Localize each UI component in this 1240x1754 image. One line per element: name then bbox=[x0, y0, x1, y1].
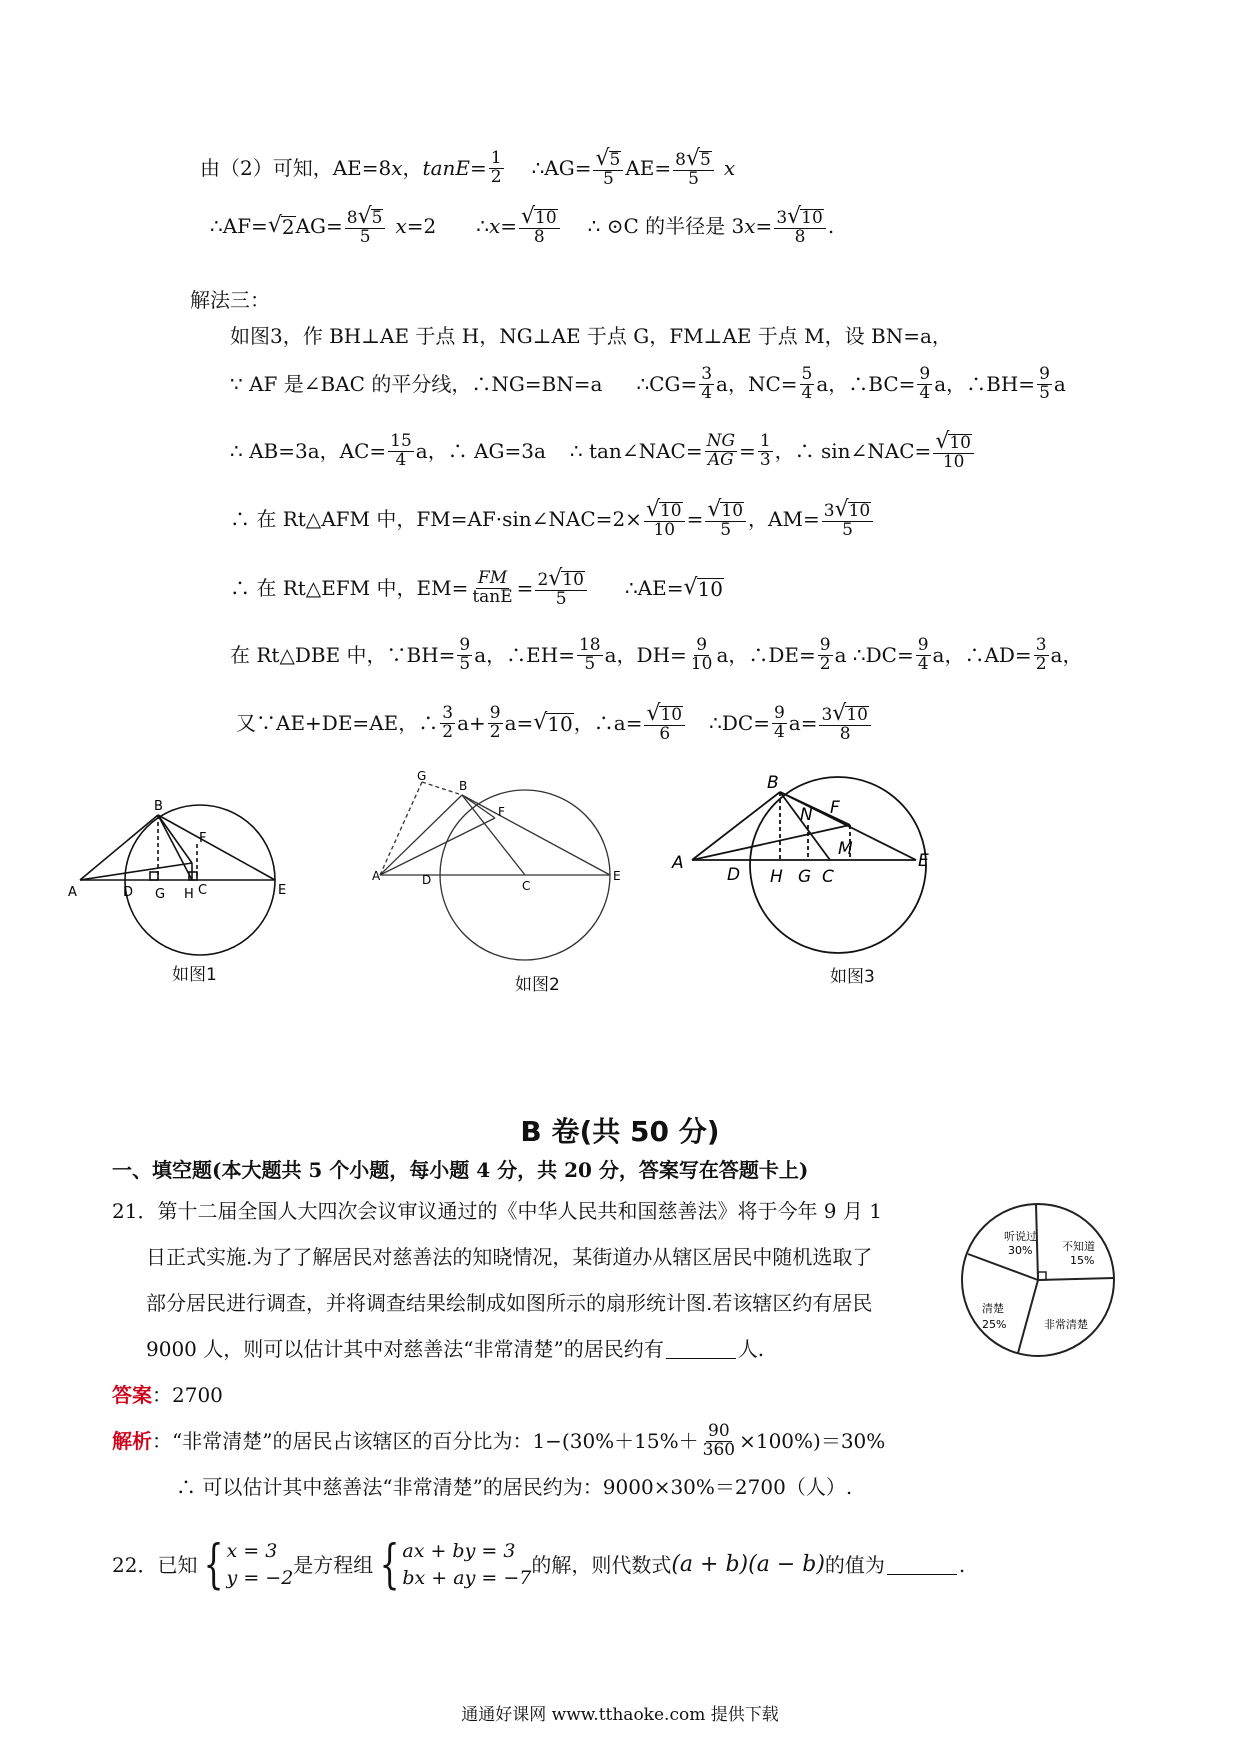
q21-line-4: 9000 人，则可以估计其中对慈善法“非常清楚”的居民约有 人. bbox=[146, 1337, 765, 1361]
fig1-label-e: E bbox=[278, 883, 287, 898]
pie-divider bbox=[1018, 1280, 1038, 1353]
fig1-label-g: G bbox=[155, 887, 166, 902]
fig2-label-g: G bbox=[417, 770, 427, 783]
var-x: x bbox=[723, 156, 736, 180]
answer-blank bbox=[666, 1340, 736, 1359]
pie-label-unknown: 不知道 bbox=[1062, 1240, 1095, 1253]
section-b-title: B 卷(共 50 分) bbox=[520, 1115, 720, 1148]
figure-1 bbox=[60, 790, 300, 970]
q21-line-3: 部分居民进行调查，并将调查结果绘制成如图所示的扇形统计图.若该辖区约有居民 bbox=[146, 1291, 873, 1315]
pie-label-clear: 清楚 bbox=[982, 1302, 1004, 1315]
fig3-label-a: A bbox=[672, 853, 684, 873]
method3-line-1: 如图3，作 BH⊥AE 于点 H，NG⊥AE 于点 G，FM⊥AE 于点 M，设 BN=a， bbox=[230, 324, 952, 348]
text: ∴ ⊙C 的半径是 3 bbox=[587, 214, 745, 238]
var-x: x bbox=[488, 214, 501, 238]
fig3-label-m: M bbox=[838, 839, 853, 859]
fraction: $\frac{√5}{5}$ bbox=[593, 147, 623, 189]
q21-line-2: 日正式实施.为了了解居民对慈善法的知晓情况，某街道办从辖区居民中随机选取了 bbox=[146, 1245, 873, 1269]
pie-value-unknown: 15% bbox=[1070, 1254, 1095, 1267]
fraction: $\frac{3√10}{8}$ bbox=[774, 205, 826, 247]
figure-2-caption: 如图2 bbox=[515, 975, 560, 995]
condition-system: { x = 3 y = −2 bbox=[204, 1535, 294, 1595]
answer-label: 答案 bbox=[112, 1383, 152, 1407]
method3-line-7: 又∵AE+DE=AE，∴ 3 2 a+ $\frac{9}{2}$ a= √ 10 ，∴a= $\frac{√10}{6}$ ∴DC= $\frac{9}{4}$ a= $\frac{3√10}{8}$ bbox=[236, 700, 873, 746]
fig3-label-c: C bbox=[822, 867, 834, 887]
q21-analysis-line-2: ∴ 可以估计其中慈善法“非常清楚”的居民约为：9000×30%＝2700（人）. bbox=[176, 1475, 853, 1499]
fig2-label-a: A bbox=[372, 869, 381, 883]
fig1-label-a: A bbox=[68, 885, 77, 900]
fraction: $\frac{8√5}{5}$ bbox=[673, 147, 714, 189]
text: = bbox=[755, 214, 773, 238]
pie-divider bbox=[1038, 1278, 1114, 1280]
figure-3 bbox=[670, 770, 940, 970]
figure-1-caption: 如图1 bbox=[172, 965, 217, 985]
fraction: $\frac{1}{2}$ bbox=[490, 147, 502, 187]
solution-line-2: ∴AF= √ 2 AG= $\frac{8√5}{5}$ x =2 ∴ x = $\frac{√10}{8}$ ∴ ⊙C 的半径是 3 x = $\frac{3√10}{8}$ . bbox=[210, 204, 835, 248]
fig1-label-d: D bbox=[123, 885, 134, 900]
solution-line-1 bbox=[200, 148, 735, 188]
fig1-label-c: C bbox=[198, 883, 208, 898]
fig1-label-h: H bbox=[184, 887, 194, 902]
method3-line-2: ∵ AF 是∠BAC 的平分线，∴NG=BN=a ∴CG= $\frac{3}{4}$ a，NC= $\frac{5}{4}$ a，∴BC= $\frac{9}{4}$ a，∴BH= $\frac{9}{5}$ a bbox=[230, 363, 1066, 403]
fig3-label-f: F bbox=[830, 798, 840, 818]
text: tanE bbox=[422, 156, 470, 180]
fig2-label-c: C bbox=[522, 879, 531, 893]
method3-line-3: ∴ AB=3a，AC= $\frac{15}{4}$ a，∴ AG=3a ∴ tan∠NAC= $\frac{NG}{AG}$ = $\frac{1}{3}$ ，∴ sin∠NAC= $\frac{√10}{10}$ bbox=[230, 428, 976, 474]
fig3-label-b: B bbox=[767, 773, 779, 793]
q22-line: 22．已知 { x = 3 y = −2 是方程组 { ax + by = 3 bx + ay = −7 的解，则代数式 (a + b)(a − b) 的值为 . bbox=[112, 1535, 966, 1595]
var-x: x bbox=[391, 156, 403, 180]
pie-value-clear: 25% bbox=[982, 1318, 1007, 1331]
text: AE= bbox=[625, 156, 672, 180]
method3-line-5: ∴ 在 Rt△EFM 中，EM= $\frac{FM}{\tan E}$ = $\frac{2√10}{5}$ ∴AE= √ 10 bbox=[230, 566, 723, 610]
fig3-label-n: N bbox=[800, 805, 813, 825]
page-footer: 通通好课网 www.tthaoke.com 提供下载 bbox=[461, 1705, 779, 1725]
text: = bbox=[500, 214, 517, 238]
fig1-label-f: F bbox=[199, 831, 207, 846]
pie-divider bbox=[968, 1254, 1038, 1280]
fig3-label-d: D bbox=[727, 865, 741, 885]
var-x: x bbox=[395, 214, 407, 238]
fig2-label-f: F bbox=[498, 805, 505, 819]
analysis-label: 解析 bbox=[112, 1429, 152, 1453]
pie-value-heard: 30% bbox=[1008, 1244, 1033, 1257]
figure-2 bbox=[370, 770, 630, 970]
text: ∴ bbox=[476, 214, 489, 238]
pie-label-heard: 听说过 bbox=[1004, 1230, 1037, 1243]
text: . bbox=[827, 214, 835, 238]
fig1-label-b: B bbox=[154, 799, 163, 814]
fig2-label-e: E bbox=[613, 869, 621, 883]
fig3-label-g: G bbox=[798, 867, 812, 887]
text: AG= bbox=[295, 214, 343, 238]
var-x: x bbox=[744, 214, 756, 238]
text: ， bbox=[402, 156, 423, 180]
text: = bbox=[469, 156, 487, 180]
fig3-label-h: H bbox=[770, 867, 783, 887]
answer-blank bbox=[887, 1556, 957, 1575]
expression: (a + b)(a − b) bbox=[671, 1552, 825, 1577]
fig2-label-b: B bbox=[459, 779, 468, 793]
fig2-label-d: D bbox=[422, 873, 432, 887]
method3-title: 解法三： bbox=[190, 288, 270, 312]
text: 由（2）可知，AE=8 bbox=[200, 156, 392, 180]
text: =2 bbox=[406, 214, 437, 238]
q21-analysis-line-1: 解析 ：“非常清楚”的居民占该辖区的百分比为：1−(30%＋15%＋ $\frac{90}{360}$ ×100%)＝30% bbox=[112, 1420, 886, 1460]
method3-line-6: 在 Rt△DBE 中，∵BH= $\frac{9}{5}$ a，∴EH= $\frac{18}{5}$ a，DH= $\frac{9}{10}$ a，∴DE= $\frac{9}{2}$ a ∴DC= $\frac{9}{4}$ a，∴AD= $\frac{3}{2}$ a， bbox=[230, 634, 1083, 674]
pie-chart bbox=[958, 1200, 1118, 1360]
fraction: $\frac{√10}{8}$ bbox=[519, 205, 560, 247]
q21-line-1: 21．第十二届全国人大四次会议审议通过的《中华人民共和国慈善法》将于今年 9 月 1 bbox=[112, 1199, 882, 1223]
figure-3-caption: 如图3 bbox=[830, 967, 875, 987]
fig3-label-e: E bbox=[918, 851, 929, 871]
text: ∴AG= bbox=[531, 156, 592, 180]
sqrt: 2 bbox=[281, 214, 295, 239]
q21-answer: 答案 ：2700 bbox=[112, 1383, 223, 1407]
pie-label-very-clear: 非常清楚 bbox=[1044, 1318, 1088, 1331]
section-b-part1-heading: 一、填空题(本大题共 5 个小题，每小题 4 分，共 20 分，答案写在答题卡上) bbox=[112, 1158, 809, 1182]
method3-line-4: ∴ 在 Rt△AFM 中，FM=AF·sin∠NAC=2× $\frac{√10}{10}$ = $\frac{√10}{5}$ ，AM= $\frac{3√10}{5}$ bbox=[230, 496, 875, 542]
text: ∴AF= bbox=[210, 214, 268, 238]
fraction: $\frac{8√5}{5}$ bbox=[345, 205, 386, 247]
equation-system: { ax + by = 3 bx + ay = −7 bbox=[379, 1535, 532, 1595]
